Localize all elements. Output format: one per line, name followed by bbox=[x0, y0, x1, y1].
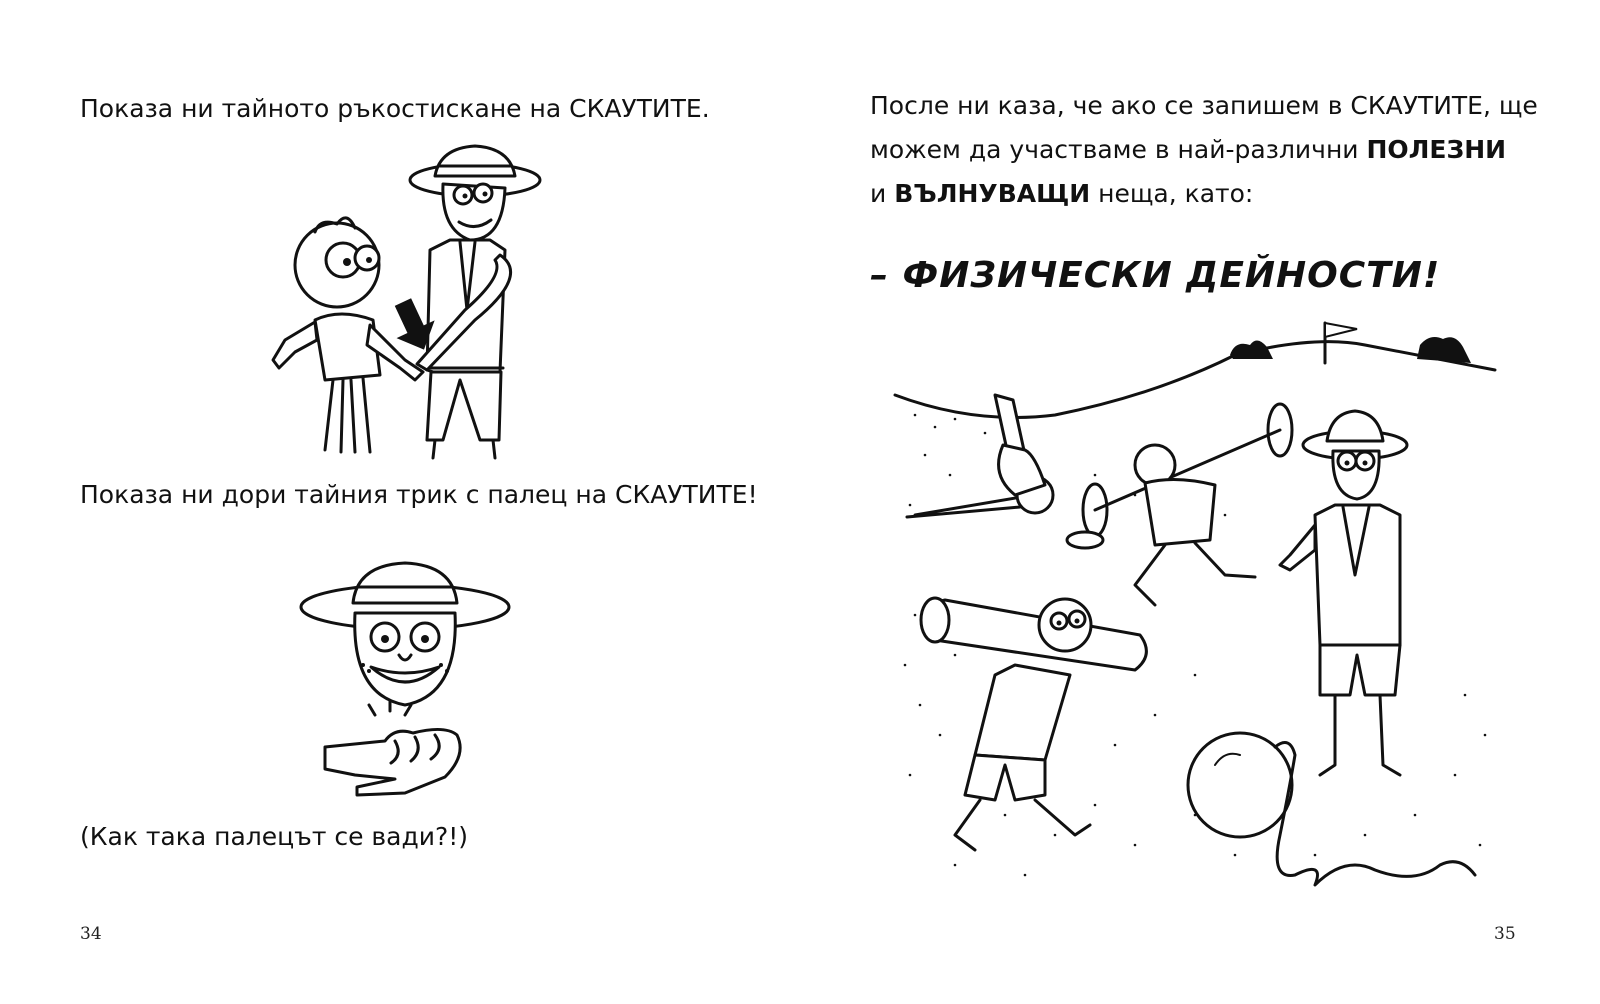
page-number-right: 35 bbox=[1494, 924, 1516, 944]
paragraph-line-3-end: неща, като: bbox=[1090, 179, 1254, 208]
paragraph-line-1: После ни каза, че ако се запишем в СКАУТИТЕ, ще bbox=[870, 91, 1538, 120]
paragraph-line-3-start: и bbox=[870, 179, 895, 208]
text-question: (Как така палецът се вади?!) bbox=[80, 822, 469, 851]
paragraph-line-3 bbox=[870, 172, 1253, 216]
physical-activities-illustration bbox=[895, 315, 1495, 890]
bold-word-useful: ПОЛЕЗНИ bbox=[1366, 135, 1507, 164]
paragraph-line-2-text: можем да участваме в най-различни bbox=[870, 135, 1367, 164]
text-thumb-trick: Показа ни дори тайния трик с палец на СКАУТИТЕ! bbox=[80, 480, 758, 509]
thumb-trick-illustration bbox=[295, 555, 515, 815]
section-heading: – ФИЗИЧЕСКИ ДЕЙНОСТИ! bbox=[870, 255, 1441, 296]
handshake-illustration bbox=[255, 140, 555, 460]
right-page bbox=[800, 0, 1600, 1004]
page-number-left: 34 bbox=[80, 924, 102, 944]
text-handshake: Показа ни тайното ръкостискане на СКАУТИТЕ. bbox=[80, 94, 710, 123]
bold-word-exciting: ВЪЛНУВАЩИ bbox=[894, 179, 1091, 208]
paragraph-line-2 bbox=[870, 128, 1506, 172]
